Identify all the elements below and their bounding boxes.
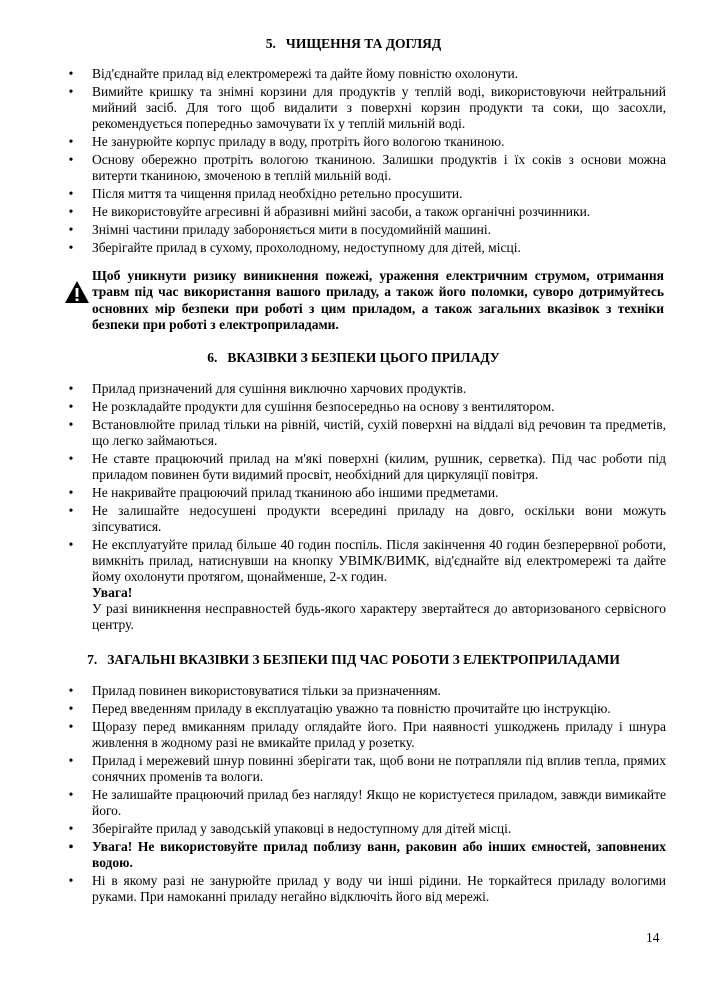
bullet: • bbox=[68, 186, 74, 201]
list-item: • Не розкладайте продукти для сушіння безпосередньо на основу з вентилятором. bbox=[66, 399, 666, 415]
bullet: • bbox=[68, 701, 74, 716]
section-6-heading bbox=[0, 350, 707, 366]
bullet: • bbox=[68, 719, 74, 734]
bullet: • bbox=[68, 839, 74, 854]
bullet: • bbox=[68, 485, 74, 500]
bullet: • bbox=[68, 240, 74, 255]
list-item: • Не залишайте працюючий прилад без нагляду! Якщо не користуєтеся приладом, завжди вимикайте його. bbox=[66, 787, 666, 819]
list-item: • Увага! Не використовуйте прилад поблизу ванн, раковин або інших ємностей, заповнених водою. bbox=[66, 839, 666, 871]
section-5-number: 5. bbox=[265, 36, 276, 51]
list-item: • Прилад повинен використовуватися тільки за призначенням. bbox=[66, 683, 666, 699]
list-item: • Перед введенням приладу в експлуатацію уважно та повністю прочитайте цю інструкцію. bbox=[66, 701, 666, 717]
bullet: • bbox=[68, 417, 74, 432]
section-5-list bbox=[66, 66, 666, 258]
bullet: • bbox=[68, 66, 74, 81]
list-item: • Не ставте працюючий прилад на м'які поверхні (килим, рушник, серветка). Під час роботи під приладом повинен бути видимий просвіт, необхідний для циркуляції повітря. bbox=[66, 451, 666, 483]
bullet: • bbox=[68, 683, 74, 698]
bullet: • bbox=[68, 134, 74, 149]
list-item: • Ні в якому разі не занурюйте прилад у воду чи інші рідини. Не торкайтеся приладу вологими руками. При намоканні приладу негайно відключіть його від мережі. bbox=[66, 873, 666, 905]
warning-triangle-icon bbox=[64, 280, 90, 304]
bullet: • bbox=[68, 873, 74, 888]
section-6-list bbox=[66, 381, 666, 635]
list-item: • Від'єднайте прилад від електромережі та дайте йому повністю охолонути. bbox=[66, 66, 666, 82]
section-5-title: ЧИЩЕННЯ ТА ДОГЛЯД bbox=[285, 36, 442, 51]
list-item: • Не занурюйте корпус приладу в воду, протріть його вологою тканиною. bbox=[66, 134, 666, 150]
bullet: • bbox=[68, 204, 74, 219]
section-6-number: 6. bbox=[207, 350, 218, 365]
section-5-heading bbox=[0, 36, 707, 52]
note-title: Увага! bbox=[92, 585, 133, 600]
bullet: • bbox=[68, 537, 74, 552]
list-item: • Щоразу перед вмиканням приладу оглядайте його. При наявності ушкоджень приладу і шнура живлення в жодному разі не вмикайте прилад у розетку. bbox=[66, 719, 666, 751]
list-item: • Не залишайте недосушені продукти всередині приладу на довго, оскільки вони можуть зіпсуватися. bbox=[66, 503, 666, 535]
warning-text: Щоб уникнути ризику виникнення пожежі, ураження електричним струмом, отримання травм під час використання вашого приладу, а також його поломки, суворо дотримуйтесь основних мір безпеки при роботі з цим приладом, а також загальних вказівок з техніки безпеки при роботі з електроприладами. bbox=[92, 268, 664, 332]
note-text: У разі виникнення несправностей будь-якого характеру звертайтеся до авторизованого сервісного центру. bbox=[92, 601, 666, 632]
list-item: • Зберігайте прилад в сухому, прохолодному, недоступному для дітей, місці. bbox=[66, 240, 666, 256]
list-item: • Основу обережно протріть вологою тканиною. Залишки продуктів і їх соків з основи можна витерти тканиною, змоченою в теплій мильній воді. bbox=[66, 152, 666, 184]
bullet: • bbox=[68, 152, 74, 167]
list-item: • Прилад і мережевий шнур повинні зберігати так, щоб вони не потрапляли під вплив тепла, прямих сонячних променів та вологи. bbox=[66, 753, 666, 785]
bullet: • bbox=[68, 222, 74, 237]
list-item: • Знімні частини приладу забороняється мити в посудомийній машині. bbox=[66, 222, 666, 238]
list-item: • Вимийте кришку та знімні корзини для продуктів у теплій воді, використовуючи нейтральний мийний засіб. Для того щоб видалити з поверхні корзин продукти та соки, що засохли, рекомендується попередньо замочувати їх у теплій мильній воді. bbox=[66, 84, 666, 132]
section-7-list bbox=[66, 683, 666, 907]
bullet: • bbox=[68, 399, 74, 414]
section-7-number: 7. bbox=[87, 652, 98, 667]
list-item: • Встановлюйте прилад тільки на рівній, чистій, сухій поверхні на віддалі від речовин та предметів, що легко займаються. bbox=[66, 417, 666, 449]
bullet: • bbox=[68, 84, 74, 99]
section-7-heading bbox=[0, 652, 707, 668]
bullet: • bbox=[68, 787, 74, 802]
bullet: • bbox=[68, 503, 74, 518]
list-item: • Зберігайте прилад у заводській упаковці в недоступному для дітей місці. bbox=[66, 821, 666, 837]
bullet: • bbox=[68, 821, 74, 836]
section-7-title: ЗАГАЛЬНІ ВКАЗІВКИ З БЕЗПЕКИ ПІД ЧАС РОБОТИ З ЕЛЕКТРОПРИЛАДАМИ bbox=[107, 652, 620, 667]
bullet: • bbox=[68, 451, 74, 466]
list-item: • Не накривайте працюючий прилад тканиною або іншими предметами. bbox=[66, 485, 666, 501]
list-item: • Не використовуйте агресивні й абразивні мийні засоби, а також органічні розчинники. bbox=[66, 204, 666, 220]
list-item: • Після миття та чищення прилад необхідно ретельно просушити. bbox=[66, 186, 666, 202]
page-number: 14 bbox=[646, 930, 660, 945]
list-item: • Не експлуатуйте прилад більше 40 годин поспіль. Після закінчення 40 годин безперервної роботи, вимкніть прилад, натиснувши на кнопку УВІМК/ВИМК, від'єднайте від електромережі та дайте йому охолонути протягом, щонайменше, 2-х годин. Увага! У разі виникнення несправностей будь-якого характеру звертайтеся до авторизованого сервісного центру. bbox=[66, 537, 666, 633]
section-6-title: ВКАЗІВКИ З БЕЗПЕКИ ЦЬОГО ПРИЛАДУ bbox=[227, 350, 500, 365]
bullet: • bbox=[68, 753, 74, 768]
bullet: • bbox=[68, 381, 74, 396]
list-item: • Прилад призначений для сушіння виключно харчових продуктів. bbox=[66, 381, 666, 397]
